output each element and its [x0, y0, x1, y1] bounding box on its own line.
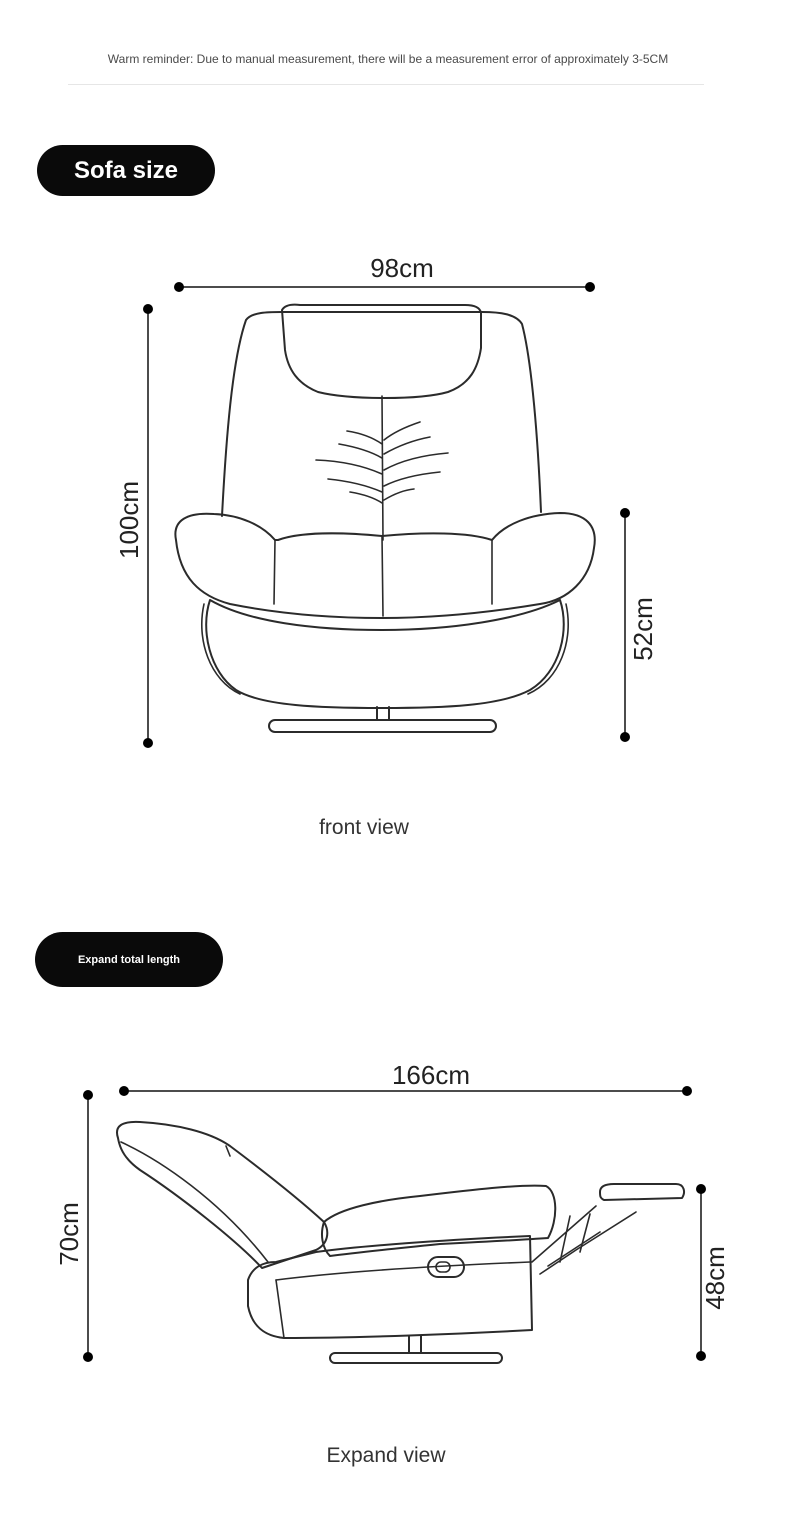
expand-view-caption: Expand view [326, 1444, 446, 1467]
stitch-mark [347, 431, 382, 444]
dimension-dot [620, 732, 630, 742]
base-shell-outline [206, 600, 564, 708]
body-seam [276, 1280, 284, 1338]
cushion-seam [274, 540, 275, 604]
expand-base-plate [330, 1353, 502, 1363]
seat-cushion-outline [175, 513, 594, 618]
dimension-dot [682, 1086, 692, 1096]
dimension-dot [620, 508, 630, 518]
backrest-seam [121, 1142, 268, 1262]
dimension-dot [119, 1086, 129, 1096]
stitch-mark [350, 492, 382, 503]
stitch-mark [339, 444, 382, 458]
stitch-mark [384, 437, 430, 454]
expand-body-outline [248, 1236, 532, 1338]
expand-seat-cushion-outline [322, 1186, 555, 1256]
body-seam [276, 1262, 530, 1280]
stitch-mark [384, 472, 440, 486]
cushion-seam [382, 536, 383, 616]
dimension-dot [83, 1352, 93, 1362]
expand-length-badge: Expand total length [35, 932, 223, 987]
dimension-dot [585, 282, 595, 292]
sofa-size-badge: Sofa size [37, 145, 215, 196]
footrest-pad [600, 1184, 684, 1200]
dimension-dot [174, 282, 184, 292]
stitch-mark [384, 453, 448, 470]
expand-swivel-stem [409, 1336, 421, 1353]
measurement-reminder: Warm reminder: Due to manual measurement, there will be a measurement error of approximately 3-5CM [107, 52, 669, 66]
stitch-mark [384, 422, 420, 440]
expand-view-diagram [54, 1060, 730, 1363]
base-shell-edge [202, 604, 240, 694]
front-view-caption: front view [319, 816, 409, 839]
dimension-dot [83, 1090, 93, 1100]
base-plate [269, 720, 496, 732]
front-seat-height-label: 52cm [628, 597, 658, 661]
front-view-diagram [114, 253, 658, 748]
center-seam [382, 396, 383, 540]
stitch-mark [328, 479, 382, 492]
dimension-dot [143, 304, 153, 314]
expand-seat-height-label: 48cm [700, 1246, 730, 1310]
stitch-mark [316, 460, 382, 474]
front-height-label: 100cm [114, 480, 144, 560]
expand-height-label: 70cm [54, 1202, 84, 1266]
expand-length-label: 166cm [391, 1060, 471, 1090]
dimension-dot [696, 1184, 706, 1194]
stitch-mark [384, 489, 414, 500]
dimension-dot [143, 738, 153, 748]
headrest-edge [226, 1146, 230, 1156]
base-shell-edge [528, 604, 568, 694]
dimension-dot [696, 1351, 706, 1361]
headrest-outline [282, 305, 481, 398]
footrest-linkage [532, 1206, 636, 1274]
reclined-backrest-outline [117, 1122, 327, 1268]
front-width-label: 98cm [370, 253, 434, 283]
